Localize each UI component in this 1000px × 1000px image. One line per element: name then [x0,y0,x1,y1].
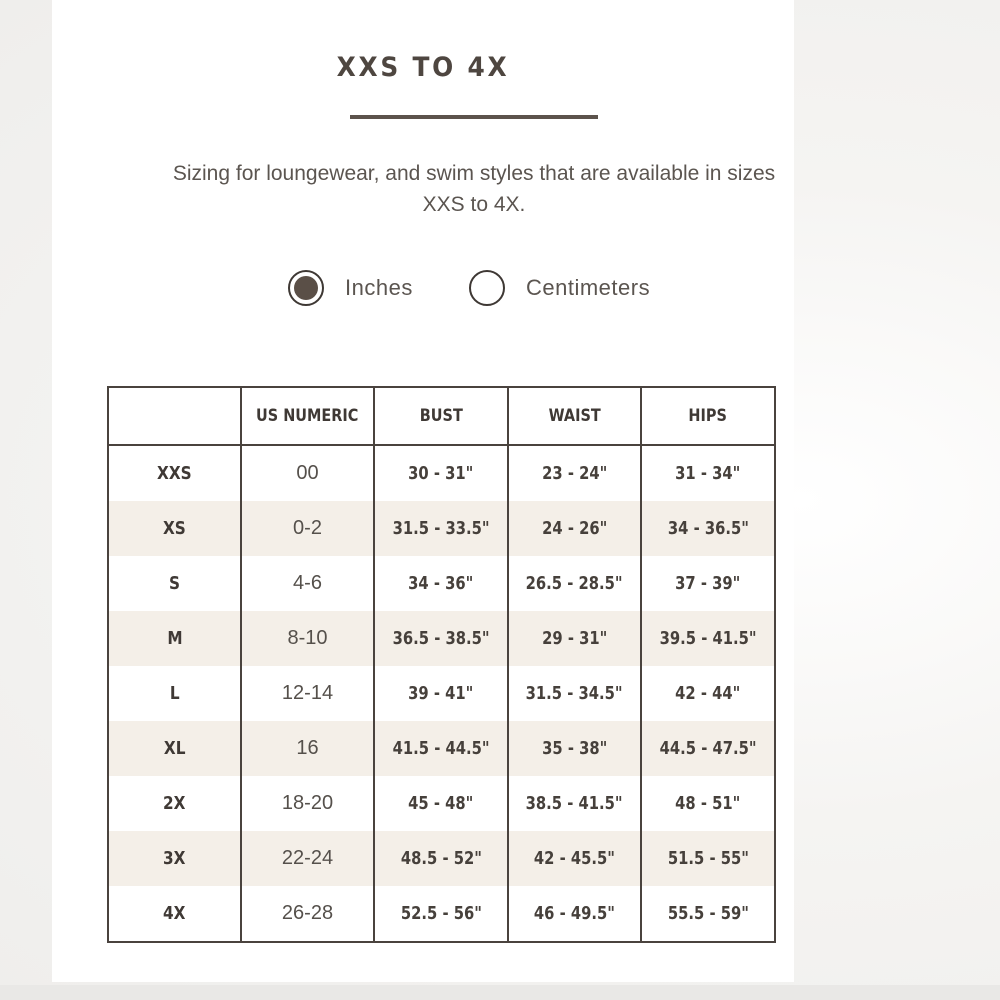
waist-cell: 38.5 - 41.5" [508,776,641,831]
hips-cell: 37 - 39" [641,556,775,611]
inches-label: Inches [345,275,413,300]
waist-cell: 26.5 - 28.5" [508,556,641,611]
table-row [108,445,775,501]
bust-cell: 34 - 36" [374,556,508,611]
us-numeric-cell: 16 [241,721,374,776]
bust-cell: 48.5 - 52" [374,831,508,886]
us-numeric-cell: 0-2 [241,501,374,556]
table-row [108,721,775,776]
table-row [108,666,775,721]
title-divider [350,115,598,119]
waist-cell: 31.5 - 34.5" [508,666,641,721]
us-numeric-cell: 12-14 [241,666,374,721]
size-cell: M [108,611,241,666]
size-cell: XS [108,501,241,556]
unit-option-inches[interactable] [288,268,413,308]
bust-cell: 41.5 - 44.5" [374,721,508,776]
page-title: XXS TO 4X [336,52,510,83]
table-row [108,831,775,886]
size-cell: XXS [108,445,241,501]
bust-cell: 39 - 41" [374,666,508,721]
hips-cell: 51.5 - 55" [641,831,775,886]
centimeters-label: Centimeters [526,275,651,300]
unit-option-centimeters[interactable] [469,268,650,308]
us-numeric-cell: 8-10 [241,611,374,666]
inches-radio[interactable] [288,270,324,306]
bust-cell: 52.5 - 56" [374,886,508,942]
us-numeric-cell: 22-24 [241,831,374,886]
us-numeric-cell: 18-20 [241,776,374,831]
table-row [108,501,775,556]
header-hips: HIPS [641,387,775,445]
bust-cell: 31.5 - 33.5" [374,501,508,556]
table-header-row [108,387,775,445]
centimeters-radio[interactable] [469,270,505,306]
hips-cell: 48 - 51" [641,776,775,831]
bust-cell: 45 - 48" [374,776,508,831]
bust-cell: 30 - 31" [374,445,508,501]
bust-cell: 36.5 - 38.5" [374,611,508,666]
description-line-2: XXS to 4X. [422,193,526,216]
waist-cell: 42 - 45.5" [508,831,641,886]
header-bust: BUST [374,387,508,445]
hips-cell: 39.5 - 41.5" [641,611,775,666]
waist-cell: 23 - 24" [508,445,641,501]
header-us-numeric: US NUMERIC [241,387,374,445]
bottom-edge [0,985,1000,1000]
table-row [108,776,775,831]
us-numeric-cell: 00 [241,445,374,501]
waist-cell: 46 - 49.5" [508,886,641,942]
hips-cell: 55.5 - 59" [641,886,775,942]
description-line-1: Sizing for loungewear, and swim styles that are available in sizes [172,162,776,185]
radio-selected-dot [294,276,318,300]
size-cell: XL [108,721,241,776]
size-cell: 2X [108,776,241,831]
size-cell: 3X [108,831,241,886]
size-description [52,158,896,220]
hips-cell: 31 - 34" [641,445,775,501]
size-cell: L [108,666,241,721]
waist-cell: 35 - 38" [508,721,641,776]
hips-cell: 42 - 44" [641,666,775,721]
us-numeric-cell: 4-6 [241,556,374,611]
size-cell: S [108,556,241,611]
us-numeric-cell: 26-28 [241,886,374,942]
hips-cell: 34 - 36.5" [641,501,775,556]
hips-cell: 44.5 - 47.5" [641,721,775,776]
header-waist: WAIST [508,387,641,445]
table-row [108,886,775,942]
size-chart-table [107,386,776,943]
waist-cell: 24 - 26" [508,501,641,556]
table-row [108,556,775,611]
size-cell: 4X [108,886,241,942]
header-size [108,387,241,445]
waist-cell: 29 - 31" [508,611,641,666]
table-row [108,611,775,666]
